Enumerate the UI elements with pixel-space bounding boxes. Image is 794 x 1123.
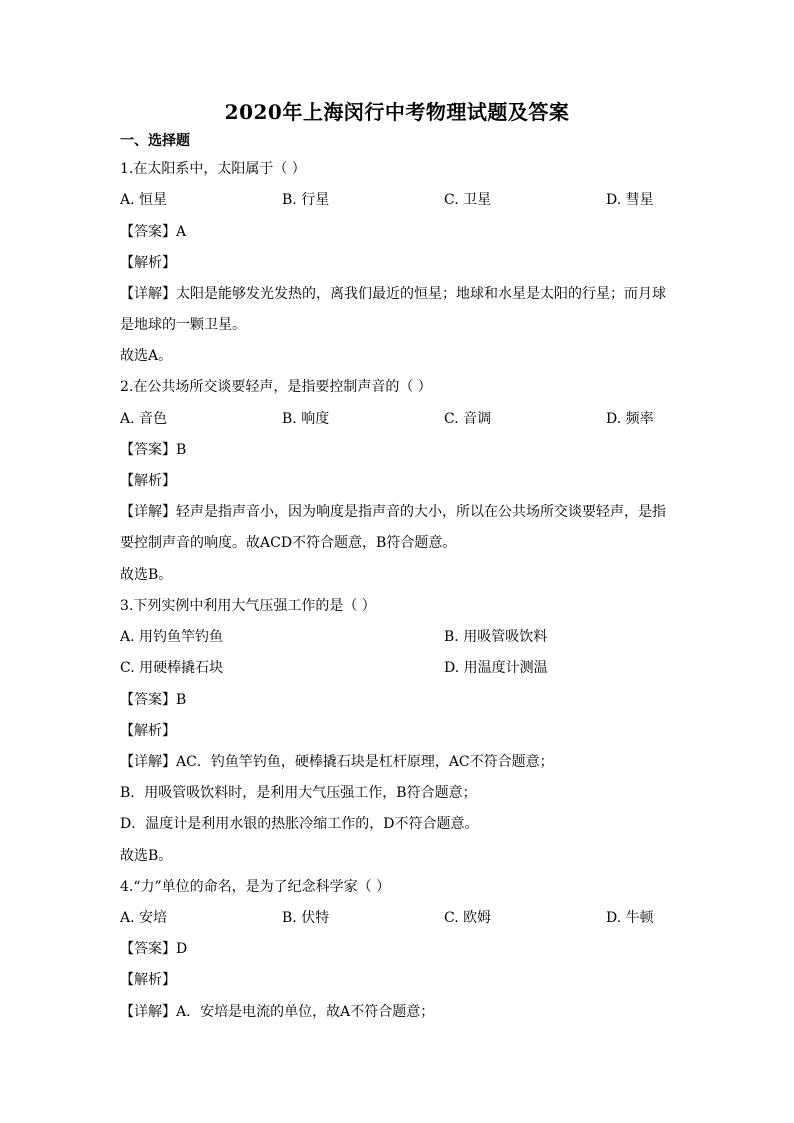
option-a: A. 用钓鱼竿钓鱼: [120, 629, 224, 645]
detail-line: 【详解】AC．钓鱼竿钓鱼，硬棒撬石块是杠杆原理，AC不符合题意；: [120, 754, 554, 770]
answer-line: 【答案】A: [120, 224, 187, 240]
analysis-heading: 【解析】: [120, 723, 176, 739]
detail-line: D．温度计是利用水银的热胀冷缩工作的，D不符合题意。: [120, 816, 479, 832]
detail-line: 要控制声音的响度。故ACD不符合题意，B符合题意。: [120, 535, 457, 551]
option-d: D. 频率: [606, 411, 654, 427]
conclusion-line: 故选B。: [120, 848, 173, 864]
section-heading: 一、选择题: [120, 133, 190, 149]
option-b: B. 行星: [282, 192, 330, 208]
analysis-heading: 【解析】: [120, 972, 176, 988]
analysis-heading: 【解析】: [120, 255, 176, 271]
option-c: C. 欧姆: [444, 910, 492, 926]
document-title: 2020年上海闵行中考物理试题及答案: [224, 100, 570, 124]
option-d: D. 用温度计测温: [444, 660, 548, 676]
option-b: B. 响度: [282, 411, 330, 427]
detail-line: 【详解】轻声是指声音小，因为响度是指声音的大小，所以在公共场所交谈要轻声，是指: [120, 504, 666, 520]
detail-line: 是地球的一颗卫星。: [120, 317, 246, 333]
option-c: C. 音调: [444, 411, 492, 427]
question-stem: 1.在太阳系中，太阳属于（ ）: [120, 161, 306, 177]
question-stem: 4.“力”单位的命名，是为了纪念科学家（ ）: [120, 879, 391, 895]
conclusion-line: 故选A。: [120, 348, 173, 364]
detail-line: 【详解】太阳是能够发光发热的，离我们最近的恒星；地球和水星是太阳的行星；而月球: [120, 286, 666, 302]
detail-line: 【详解】A．安培是电流的单位，故A不符合题意；: [120, 1004, 435, 1020]
option-a: A. 安培: [120, 910, 168, 926]
option-a: A. 音色: [120, 411, 168, 427]
analysis-heading: 【解析】: [120, 473, 176, 489]
option-b: B. 用吸管吸饮料: [444, 629, 548, 645]
question-stem: 2.在公共场所交谈要轻声，是指要控制声音的（ ）: [120, 379, 432, 395]
option-b: B. 伏特: [282, 910, 330, 926]
conclusion-line: 故选B。: [120, 567, 173, 583]
answer-line: 【答案】D: [120, 941, 188, 957]
detail-line: B．用吸管吸饮料时，是利用大气压强工作，B符合题意；: [120, 785, 477, 801]
option-d: D. 牛顿: [606, 910, 654, 926]
answer-line: 【答案】B: [120, 442, 187, 458]
option-c: C. 卫星: [444, 192, 492, 208]
question-stem: 3.下列实例中利用大气压强工作的是（ ）: [120, 598, 376, 614]
option-d: D. 彗星: [606, 192, 654, 208]
answer-line: 【答案】B: [120, 692, 187, 708]
option-c: C. 用硬棒撬石块: [120, 660, 224, 676]
option-a: A. 恒星: [120, 192, 168, 208]
